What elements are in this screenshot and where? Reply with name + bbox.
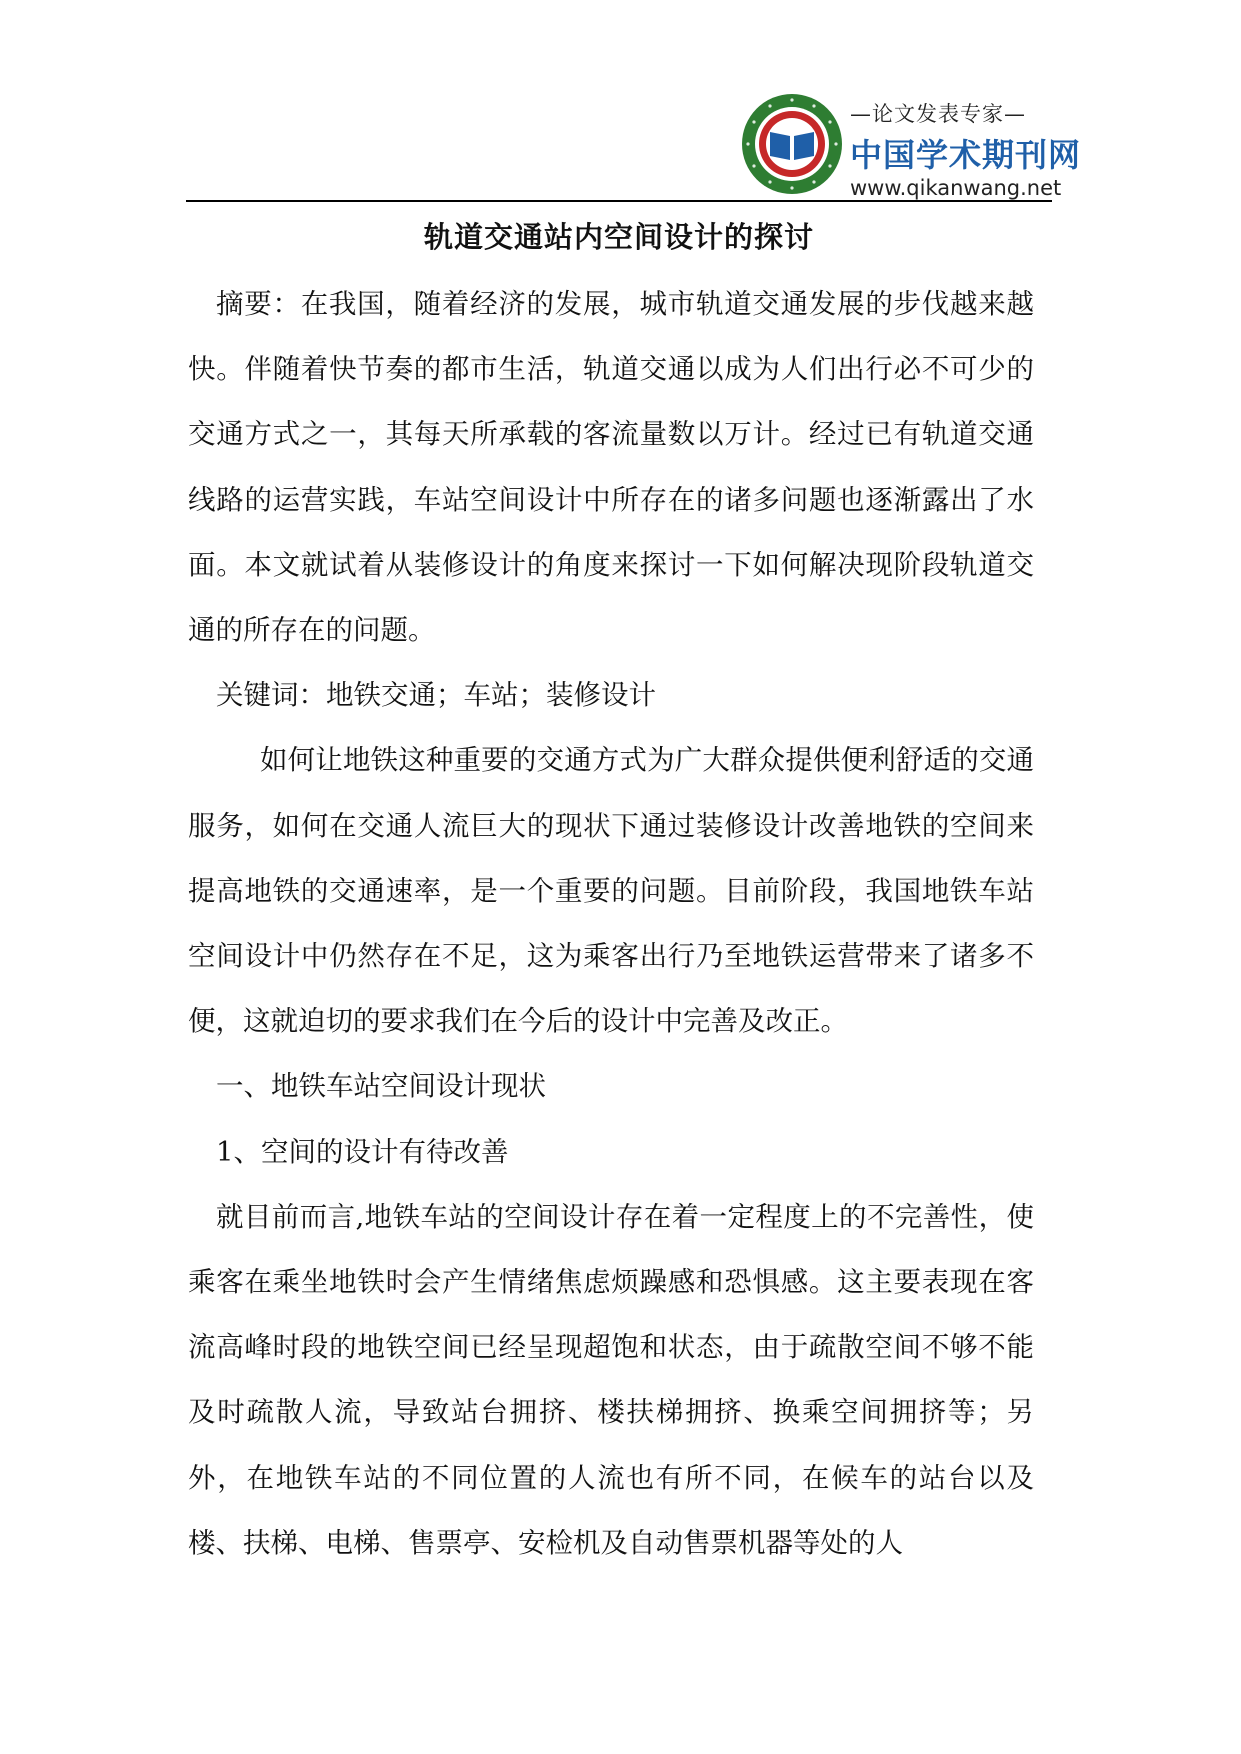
seal-logo-icon [740,92,844,196]
header-divider [186,200,1052,202]
section-heading: 一、地铁车站空间设计现状 [216,1070,546,1103]
intro-paragraph: 如何让地铁这种重要的交通方式为广大群众提供便利舒适的交通服务，如何在交通人流巨大的现状下通过装修设计改善地铁的空间来提高地铁的交通速率，是一个重要的问题。目前阶段，我国地铁车站空间设计中仍然存在不足，这为乘客出行乃至地铁运营带来了诸多不便，这就迫切的要求我们在今后的设计中完善及改正。 [188,744,1034,1038]
logo-slogan: —论文发表专家— [850,102,1026,126]
logo-text-block [850,98,1082,200]
body-paragraph: 就目前而言,地铁车站的空间设计存在着一定程度上的不完善性，使乘客在乘坐地铁时会产生情绪焦虑烦躁感和恐惧感。这主要表现在客流高峰时段的地铁空间已经呈现超饱和状态，由于疏散空间不够不能及时疏散人流，导致站台拥挤、楼扶梯拥挤、换乘空间拥挤等；另外，在地铁车站的不同位置的人流也有所不同，在候车的站台以及楼、扶梯、电梯、售票亭、安检机及自动售票机器等处的人 [188,1200,1034,1559]
publisher-logo[interactable] [740,92,1082,204]
subsection-heading: 1、空间的设计有待改善 [216,1135,509,1168]
abstract-paragraph: 摘要：在我国，随着经济的发展，城市轨道交通发展的步伐越来越快。伴随着快节奏的都市生活，轨道交通以成为人们出行必不可少的交通方式之一，其每天所承载的客流量数以万计。经过已有轨道交通线路的运营实践，车站空间设计中所存在的诸多问题也逐渐露出了水面。本文就试着从装修设计的角度来探讨一下如何解决现阶段轨道交通的所存在的问题。 [188,288,1034,647]
page-header [0,0,1241,205]
logo-url[interactable]: www.qikanwang.net [850,176,1062,200]
article-body [188,272,1034,1576]
keywords-paragraph: 关键词：地铁交通；车站；装修设计 [216,679,656,712]
article-title: 轨道交通站内空间设计的探讨 [423,220,814,254]
logo-name: 中国学术期刊网 [850,136,1082,174]
